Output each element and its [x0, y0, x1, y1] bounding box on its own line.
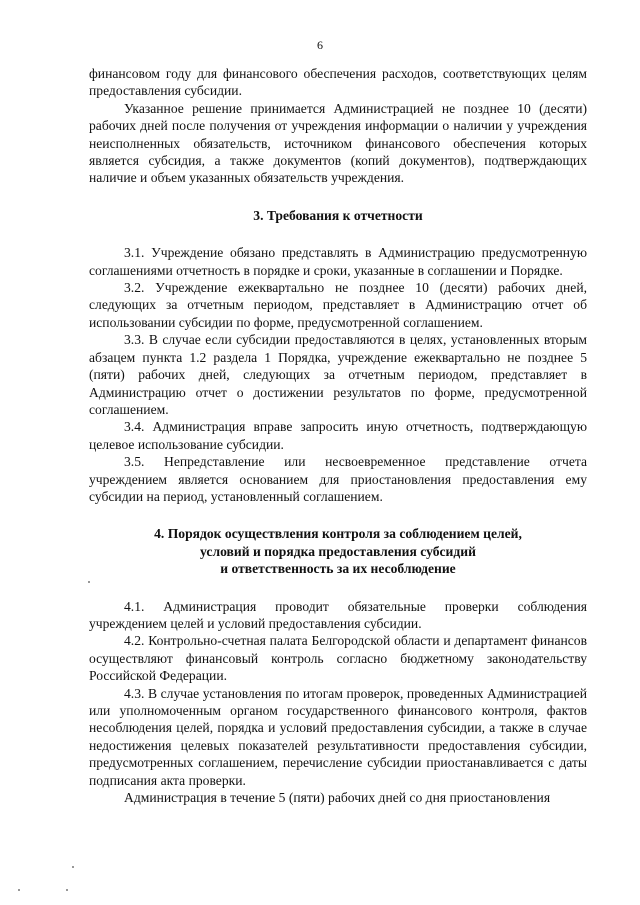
scan-speck [18, 889, 20, 891]
section-4-heading [89, 525, 587, 577]
section-4-heading-line: и ответственность за их несоблюдение [220, 561, 456, 577]
clause-4-2: 4.2. Контрольно-счетная палата Белгородской области и департамент финансов осуществляют финансовый контроль согласно бюджетному законодательству Российской Федерации. [89, 633, 587, 684]
scan-speck [66, 889, 68, 891]
clause-3-3: 3.3. В случае если субсидии предоставляются в целях, установленных вторым абзацем пункта 1.2 раздела 1 Порядка, учреждение ежеквартально не позднее 5 (пяти) рабочих дней, следующих за отчетным периодом, представляет в Администрацию отчет о достижении результатов по форме, предусмотренной соглашением. [89, 332, 587, 417]
scan-speck [88, 581, 90, 583]
clause-3-2: 3.2. Учреждение ежеквартально не позднее 10 (десяти) рабочих дней, следующих за отчетным периодом, представляет в Администрацию отчет об использовании субсидии по форме, предусмотренной соглашением. [89, 280, 587, 330]
paragraph: финансовом году для финансового обеспечения расходов, соответствующих целям предоставления субсидии. [89, 66, 587, 99]
section-4-heading-line: 4. Порядок осуществления контроля за соблюдением целей, [154, 526, 522, 542]
clause-3-1: 3.1. Учреждение обязано представлять в Администрацию предусмотренную соглашениями отчетность в порядке и сроки, указанные в соглашении и Порядке. [89, 245, 587, 278]
document-body [89, 65, 587, 806]
paragraph-continued: Администрация в течение 5 (пяти) рабочих дней со дня приостановления [124, 790, 551, 806]
section-3-heading: 3. Требования к отчетности [253, 207, 423, 223]
section-4-heading-line: условий и порядка предоставления субсидий [200, 543, 476, 559]
clause-4-1: 4.1. Администрация проводит обязательные проверки соблюдения учреждением целей и условий предоставления субсидии. [89, 598, 587, 631]
paragraph: Указанное решение принимается Администрацией не позднее 10 (десяти) рабочих дней после получения от учреждения информации о наличии у учреждения неисполненных обязательств, источником финансового обеспечения которых является субсидия, а также документов (копий документов), подтверждающих наличие и объем указанных обязательств учреждения. [89, 100, 587, 186]
clause-3-5: 3.5. Непредставление или несвоевременное представление отчета учреждением является основанием для приостановления предоставления ему субсидии на период, установленный соглашением. [89, 454, 587, 504]
clause-4-3: 4.3. В случае установления по итогам проверок, проведенных Администрацией или уполномоченным органом государственного финансового контроля, фактов несоблюдения целей, порядка и условий предоставления субсидии, а также в случае недостижения целевых показателей результативности предоставления субсидии, предусмотренных соглашением, перечисление субсидии приостанавливается с даты подписания акта проверки. [89, 685, 587, 788]
scan-speck [72, 866, 74, 868]
clause-3-4: 3.4. Администрация вправе запросить иную отчетность, подтверждающую целевое использование субсидии. [89, 419, 587, 452]
page-number: 6 [317, 38, 323, 52]
